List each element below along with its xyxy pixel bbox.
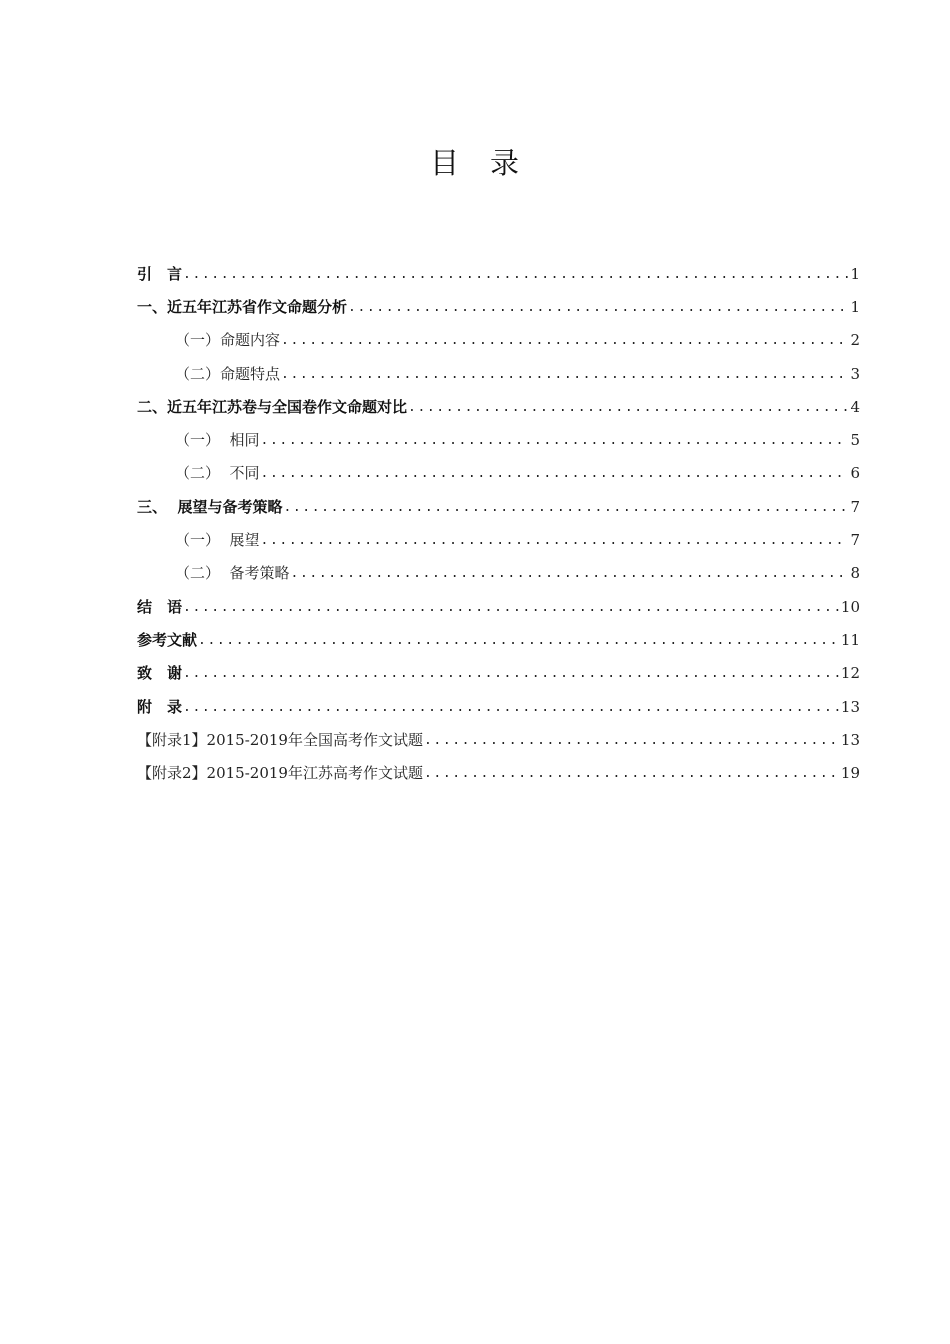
toc-page-number: 1 bbox=[850, 264, 860, 283]
toc-page-number: 13 bbox=[840, 697, 860, 716]
toc-entry-introduction[interactable] bbox=[137, 257, 860, 290]
toc-entry-label: （一） 展望 bbox=[175, 531, 260, 550]
toc-entry-section-3[interactable] bbox=[137, 490, 860, 523]
toc-entry-label: 引 言 bbox=[137, 264, 183, 283]
toc-entry-appendix[interactable] bbox=[137, 690, 860, 723]
dot-leader bbox=[424, 731, 839, 751]
toc-entry-label: 二、近五年江苏卷与全国卷作文命题对比 bbox=[137, 397, 408, 416]
toc-page-number: 13 bbox=[840, 730, 860, 749]
toc-entry-label: 【附录1】2015-2019年全国高考作文试题 bbox=[137, 730, 423, 749]
toc-entry-label: 【附录2】2015-2019年江苏高考作文试题 bbox=[137, 764, 423, 783]
dot-leader bbox=[291, 564, 849, 584]
dot-leader bbox=[281, 365, 848, 385]
toc-page-number: 7 bbox=[850, 497, 860, 516]
dot-leader bbox=[261, 464, 849, 484]
dot-leader bbox=[183, 598, 839, 618]
toc-entry-label: 结 语 bbox=[137, 597, 183, 616]
toc-entry-label: 三、 展望与备考策略 bbox=[137, 497, 283, 516]
toc-title: 目 录 bbox=[429, 146, 520, 180]
toc-entry-section-3-2[interactable] bbox=[137, 557, 860, 590]
toc-entry-section-1-1[interactable] bbox=[137, 324, 860, 357]
toc-entry-label: （二） 备考策略 bbox=[175, 564, 290, 583]
toc-entry-label: 参考文献 bbox=[137, 630, 198, 649]
toc-page-number: 12 bbox=[840, 664, 860, 683]
dot-leader bbox=[261, 531, 849, 551]
dot-leader bbox=[281, 331, 848, 351]
toc-page-number: 6 bbox=[850, 464, 860, 483]
toc-page-number: 3 bbox=[850, 364, 860, 383]
toc-entry-section-2[interactable] bbox=[137, 390, 860, 423]
dot-leader bbox=[283, 498, 848, 518]
toc-entry-label: （一） 相同 bbox=[175, 431, 260, 450]
toc-page-number: 19 bbox=[840, 764, 860, 783]
toc-entry-appendix-1[interactable] bbox=[137, 723, 860, 756]
dot-leader bbox=[183, 698, 839, 718]
toc-page-number: 8 bbox=[850, 564, 860, 583]
toc-entry-label: （二） 不同 bbox=[175, 464, 260, 483]
toc-page-number: 4 bbox=[850, 397, 860, 416]
toc-entry-label: （二）命题特点 bbox=[175, 364, 281, 383]
toc-entry-section-2-1[interactable] bbox=[137, 423, 860, 456]
toc-page-number: 5 bbox=[850, 431, 860, 450]
toc-entry-label: 附 录 bbox=[137, 697, 183, 716]
toc-entry-section-1-2[interactable] bbox=[137, 357, 860, 390]
toc-entry-acknowledgements[interactable] bbox=[137, 657, 860, 690]
toc-entry-label: （一）命题内容 bbox=[175, 331, 281, 350]
toc-entry-section-1[interactable] bbox=[137, 290, 860, 323]
dot-leader bbox=[198, 631, 839, 651]
toc-entry-references[interactable] bbox=[137, 623, 860, 656]
toc-page-number: 7 bbox=[850, 531, 860, 550]
toc-entry-appendix-2[interactable] bbox=[137, 756, 860, 789]
toc-page-number: 11 bbox=[840, 630, 860, 649]
toc-page-number: 10 bbox=[840, 597, 860, 616]
dot-leader bbox=[183, 265, 848, 285]
toc-entry-section-2-2[interactable] bbox=[137, 457, 860, 490]
dot-leader bbox=[348, 298, 848, 318]
dot-leader bbox=[424, 764, 839, 784]
toc-entry-conclusion[interactable] bbox=[137, 590, 860, 623]
table-of-contents bbox=[137, 257, 860, 790]
toc-page-number: 1 bbox=[850, 297, 860, 316]
toc-entry-label: 一、近五年江苏省作文命题分析 bbox=[137, 297, 348, 316]
dot-leader bbox=[261, 431, 849, 451]
dot-leader bbox=[183, 664, 839, 684]
toc-entry-label: 致 谢 bbox=[137, 664, 183, 683]
toc-entry-section-3-1[interactable] bbox=[137, 523, 860, 556]
dot-leader bbox=[408, 398, 848, 418]
toc-page-number: 2 bbox=[850, 331, 860, 350]
